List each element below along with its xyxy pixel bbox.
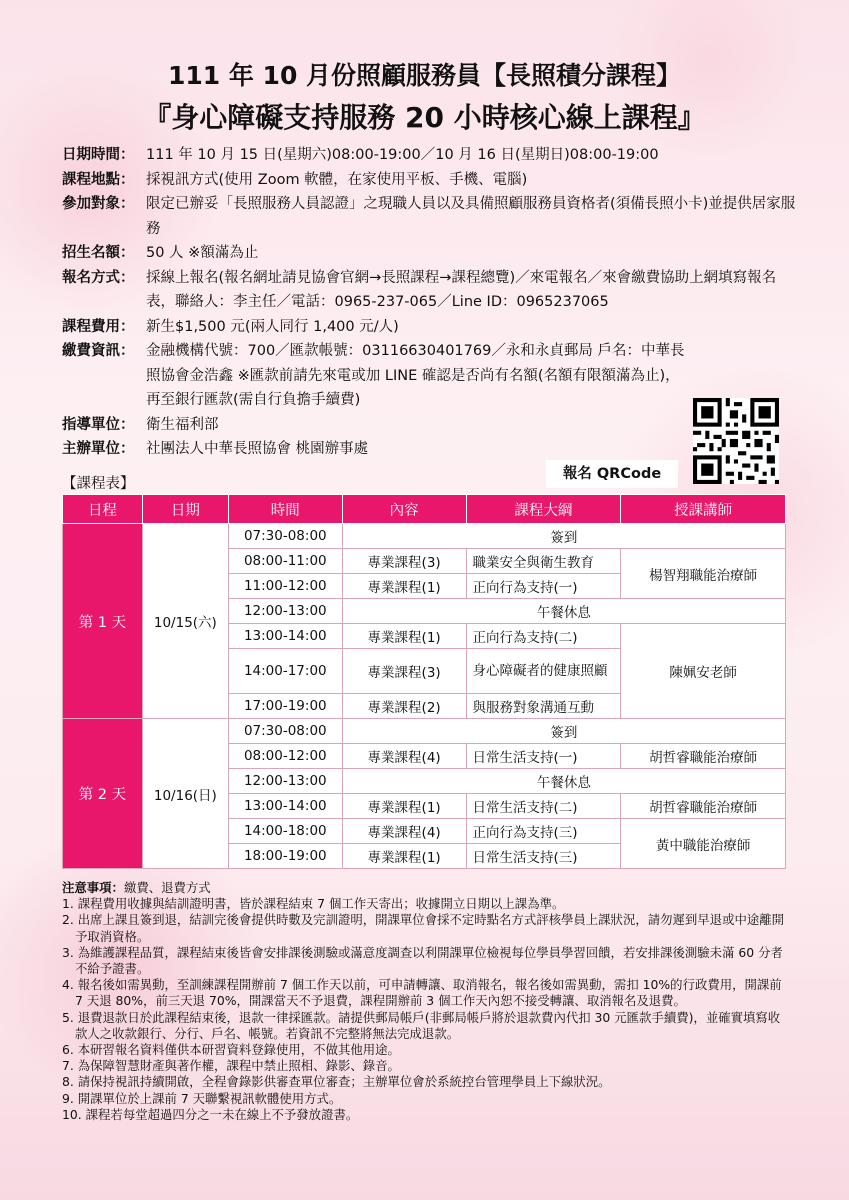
outline-cell: 身心障礙者的健康照顧 [466,649,621,694]
info-value: 社團法人中華長照協會 桃園辦事處 [146,441,369,457]
time-cell: 08:00-12:00 [228,744,342,769]
list-item: 1. 課程費用收據與結訓證明書，皆於課程結束 7 個工作天寄出；收據開立日期以上課為準。 [62,896,565,912]
day-cell: 第 1 天 [63,524,143,719]
info-key: 參加對象： [62,196,135,212]
info-key: 課程費用： [62,318,135,335]
merged-cell: 簽到 [342,719,785,744]
column-header: 內容 [342,495,466,524]
list-item: 3. 為維護課程品質，課程結束後皆會安排課後測驗或滿意度調查以利開課單位檢視每位學員學習回饋，若安排課後測驗未滿 60 分者不給予證書。 [62,944,783,977]
info-row-registration [62,266,802,315]
outline-cell: 正向行為支持(二) [466,624,621,649]
time-cell: 18:00-19:00 [228,844,342,869]
list-item: 9. 開課單位於上課前 7 天聯繫視訊軟體使用方式。 [62,1090,342,1106]
table-header-row [63,495,786,524]
info-key: 主辦單位： [62,441,135,457]
list-item: 10. 課程若每堂超過四分之一未在線上不予發放證書。 [62,1106,359,1122]
time-cell: 07:30-08:00 [228,719,342,744]
content-cell: 專業課程(2) [342,694,466,719]
list-item: 4. 報名後如需異動，至訓練課程開辦前 7 個工作天以前，可申請轉讓、取消報名，報名後如需異動，需扣 10%的行政費用，開課前 7 天退 80%，前三天退 70%，開課當天不予退費，課程開辦前 3 個工作天內恕不接受轉讓、取消報名及退費。 [62,977,782,1009]
time-cell: 13:00-14:00 [228,624,342,649]
notes-heading [62,880,792,896]
merged-cell: 午餐休息 [342,599,785,624]
info-value: 衛生福利部 [146,416,219,433]
outline-cell: 日常生活支持(三) [466,844,621,869]
content-cell: 專業課程(1) [342,624,466,649]
content-cell: 專業課程(4) [342,744,466,769]
info-row-target [62,192,802,241]
day-cell: 第 2 天 [63,719,143,869]
list-item: 6. 本研習報名資料僅供本研習資料登錄使用，不做其他用途。 [62,1042,400,1058]
table-row [63,524,786,549]
teacher-cell: 胡哲睿職能治療師 [621,744,786,769]
info-value: 50 人 ※額滿為止 [146,245,259,261]
page-title: 111 年 10 月份照顧服務員【長照積分課程】 [167,61,682,90]
notes-list [62,896,792,1123]
time-cell: 17:00-19:00 [228,694,342,719]
info-row-fee [62,315,802,340]
content-cell: 專業課程(1) [342,794,466,819]
notes-heading-text: 繳費、退費方式 [123,880,211,895]
column-header: 日程 [63,495,143,524]
time-cell: 12:00-13:00 [228,599,342,624]
info-key: 指導單位： [62,416,135,433]
content-cell: 專業課程(1) [342,844,466,869]
teacher-cell: 楊智翔職能治療師 [621,549,786,599]
table-row [63,719,786,744]
column-header: 時間 [228,495,342,524]
teacher-cell: 胡哲睿職能治療師 [621,794,786,819]
info-row-date [62,143,802,168]
content-cell: 專業課程(1) [342,574,466,599]
qr-code-icon [693,398,779,484]
merged-cell: 簽到 [342,524,785,549]
teacher-cell: 陳姵安老師 [621,624,786,719]
page-subtitle: 『身心障礙支持服務 20 小時核心線上課程』 [143,101,706,134]
list-item: 5. 退費退款日於此課程結束後，退款一律採匯款。請提供郵局帳戶(非郵局帳戶將於退款費內代扣 30 元匯款手續費)，並確實填寫收款人之收款銀行、分行、戶名、帳號。若資訊不完整將無法完成退款。 [62,1009,781,1041]
list-item: 2. 出席上課且簽到退，結訓完後會提供時數及完訓證明，開課單位會採不定時點名方式評核學員上課狀況，請勿遲到早退或中途離開予取消資格。 [62,912,785,944]
column-header: 課程大綱 [466,495,621,524]
time-cell: 13:00-14:00 [228,794,342,819]
content-cell: 專業課程(4) [342,819,466,844]
notes-heading-label: 注意事項： [62,880,124,895]
course-info [62,143,802,462]
info-key: 報名方式： [62,269,135,286]
info-key: 繳費資訊： [62,343,135,359]
info-row-quota [62,241,802,266]
column-header: 授課講師 [621,495,786,524]
outline-cell: 日常生活支持(二) [466,794,621,819]
info-value: 採線上報名(報名網址請見協會官網→長照課程→課程總覽)／來電報名／來會繳費協助上網填寫報名表，聯絡人：李主任／電話：0965-237-065／Line ID：0965237065 [146,269,777,310]
outline-cell: 職業安全與衛生教育 [466,549,621,574]
info-value: 金融機構代號：700／匯款帳號：03116630401769／永和永貞郵局 戶名：中華長照協會金浩鑫 ※匯款前請先來電或加 LINE 確認是否尚有名額(名額有限額滿為止)，再至銀行匯款(需自行負擔手續費) [146,343,685,408]
time-cell: 07:30-08:00 [228,524,342,549]
info-row-organizer [62,437,802,462]
info-row-supervisor [62,413,802,438]
time-cell: 08:00-11:00 [228,549,342,574]
outline-cell: 正向行為支持(一) [466,574,621,599]
info-value: 採視訊方式(使用 Zoom 軟體，在家使用平板、手機、電腦) [146,171,528,188]
info-row-location [62,168,802,193]
notes-section [62,880,792,1123]
time-cell: 14:00-18:00 [228,819,342,844]
qr-code[interactable] [693,398,779,484]
info-value: 111 年 10 月 15 日(星期六)08:00-19:00／10 月 16 日(星期日)08:00-19:00 [146,147,659,163]
info-row-payment [62,339,802,413]
outline-cell: 正向行為支持(三) [466,819,621,844]
time-cell: 12:00-13:00 [228,769,342,794]
info-key: 招生名額： [62,245,135,261]
info-value: 新生$1,500 元(兩人同行 1,400 元/人) [146,318,399,335]
time-cell: 14:00-17:00 [228,649,342,694]
content-cell: 專業課程(3) [342,649,466,694]
outline-cell: 與服務對象溝通互動 [466,694,621,719]
date-cell: 10/15(六) [142,524,228,719]
merged-cell: 午餐休息 [342,769,785,794]
date-cell: 10/16(日) [142,719,228,869]
info-key: 課程地點： [62,171,135,188]
info-key: 日期時間： [62,147,135,163]
time-cell: 11:00-12:00 [228,574,342,599]
info-value: 限定已辦妥「長照服務人員認證」之現職人員以及具備照顧服務員資格者(須備長照小卡)並提供居家服務 [146,196,796,237]
teacher-cell: 黃中職能治療師 [621,819,786,869]
content-cell: 專業課程(3) [342,549,466,574]
schedule-title: 【課程表】 [62,476,135,492]
list-item: 7. 為保障智慧財產與著作權，課程中禁止照相、錄影、錄音。 [62,1058,400,1074]
outline-cell: 日常生活支持(一) [466,744,621,769]
column-header: 日期 [142,495,228,524]
schedule-table [62,494,786,869]
qr-code-label: 報名 QRCode [546,460,678,488]
list-item: 8. 請保持視訊持續開啟，全程會錄影供審查單位審查；主辦單位會於系統控台管理學員上下線狀況。 [62,1074,611,1090]
